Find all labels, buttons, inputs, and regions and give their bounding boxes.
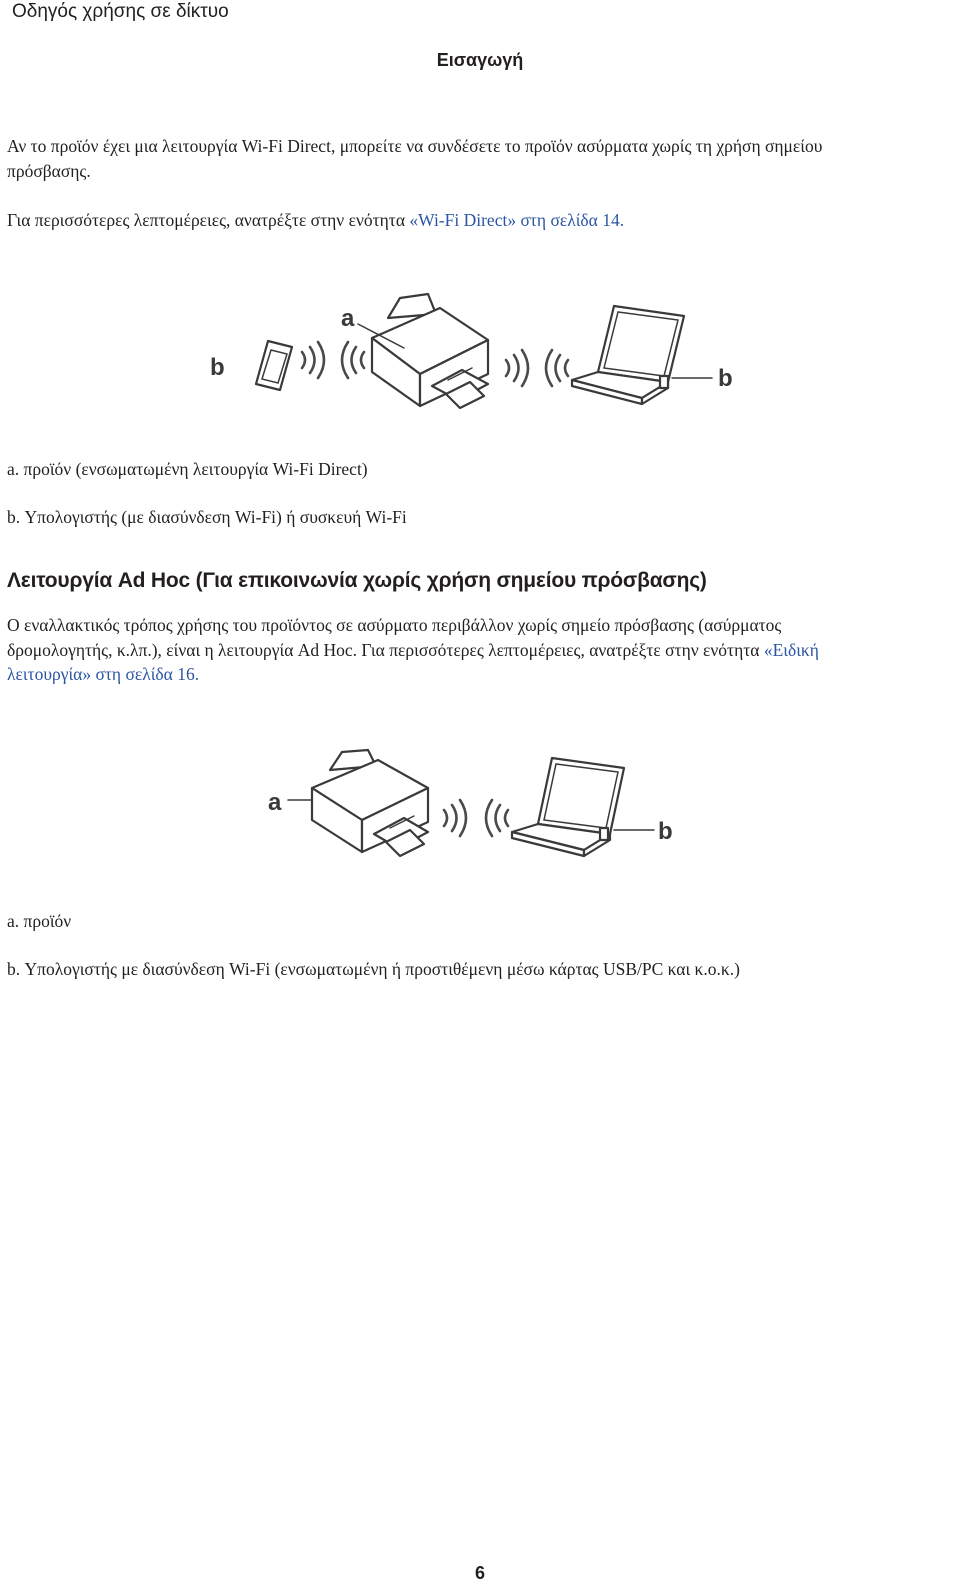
figure2-label-b: b bbox=[658, 818, 673, 845]
figure2-caption-a: a. προϊόν bbox=[7, 911, 72, 931]
smartphone-icon bbox=[256, 341, 292, 390]
intro-line-1: Αν το προϊόν έχει μια λειτουργία Wi-Fi Direct, μπορείτε να συνδέσετε το προϊόν ασύρματα χωρίς τη χρήση σημείου bbox=[7, 136, 823, 156]
page-number: 6 bbox=[474, 1563, 485, 1583]
adhoc-link-end[interactable]: λειτουργία» στη σελίδα 16. bbox=[7, 664, 200, 684]
adhoc-paragraph bbox=[7, 613, 957, 687]
figure1-caption-b: b. Υπολογιστής (με διασύνδεση Wi-Fi) ή συσκευή Wi-Fi bbox=[7, 507, 407, 527]
laptop-icon bbox=[512, 758, 624, 856]
figure1-label-b-right: b bbox=[718, 365, 733, 392]
intro-paragraph bbox=[7, 134, 957, 183]
figure1-label-a: a bbox=[341, 305, 355, 332]
figure1-caption-a: a. προϊόν (ενσωματωμένη λειτουργία Wi-Fi Direct) bbox=[7, 459, 368, 479]
adhoc-figure bbox=[0, 740, 960, 870]
section-title: Εισαγωγή bbox=[436, 50, 524, 70]
wifi-direct-link[interactable]: «Wi-Fi Direct» στη σελίδα 14. bbox=[409, 210, 625, 230]
laptop-icon bbox=[572, 306, 684, 404]
wifi-waves-icon bbox=[302, 342, 364, 378]
adhoc-line-2-text: δρομολογητής, κ.λπ.), είναι η λειτουργία Ad Hoc. Για περισσότερες λεπτομέρειες, ανατρέξτε στην ενότητα bbox=[7, 639, 764, 660]
figure1-label-b-left: b bbox=[210, 354, 225, 381]
printer-icon bbox=[312, 750, 428, 856]
printer-icon bbox=[372, 294, 488, 408]
adhoc-line-2 bbox=[7, 638, 957, 663]
adhoc-line-1: Ο εναλλακτικός τρόπος χρήσης του προϊόντος σε ασύρματο περιβάλλον χωρίς σημείο πρόσβασης (ασύρματος bbox=[7, 615, 782, 635]
intro-line-2: πρόσβασης. bbox=[7, 160, 91, 181]
wifi-direct-reference bbox=[7, 208, 957, 233]
wifi-waves-icon bbox=[444, 800, 508, 836]
wifi-direct-figure bbox=[0, 280, 960, 420]
running-title: Οδηγός χρήσης σε δίκτυο bbox=[12, 1, 229, 22]
reference-text: Για περισσότερες λεπτομέρειες, ανατρέξτε στην ενότητα bbox=[7, 210, 410, 230]
figure2-label-a: a bbox=[268, 789, 282, 816]
figure2-caption-b: b. Υπολογιστής με διασύνδεση Wi-Fi (ενσωματωμένη ή προστιθέμενη μέσω κάρτας USB/PC και κ.ο.κ.) bbox=[7, 959, 740, 979]
wifi-waves-icon bbox=[506, 350, 568, 386]
adhoc-link-start[interactable]: «Ειδική bbox=[763, 639, 819, 660]
adhoc-heading: Λειτουργία Ad Hoc (Για επικοινωνία χωρίς χρήση σημείου πρόσβασης) bbox=[7, 569, 707, 592]
